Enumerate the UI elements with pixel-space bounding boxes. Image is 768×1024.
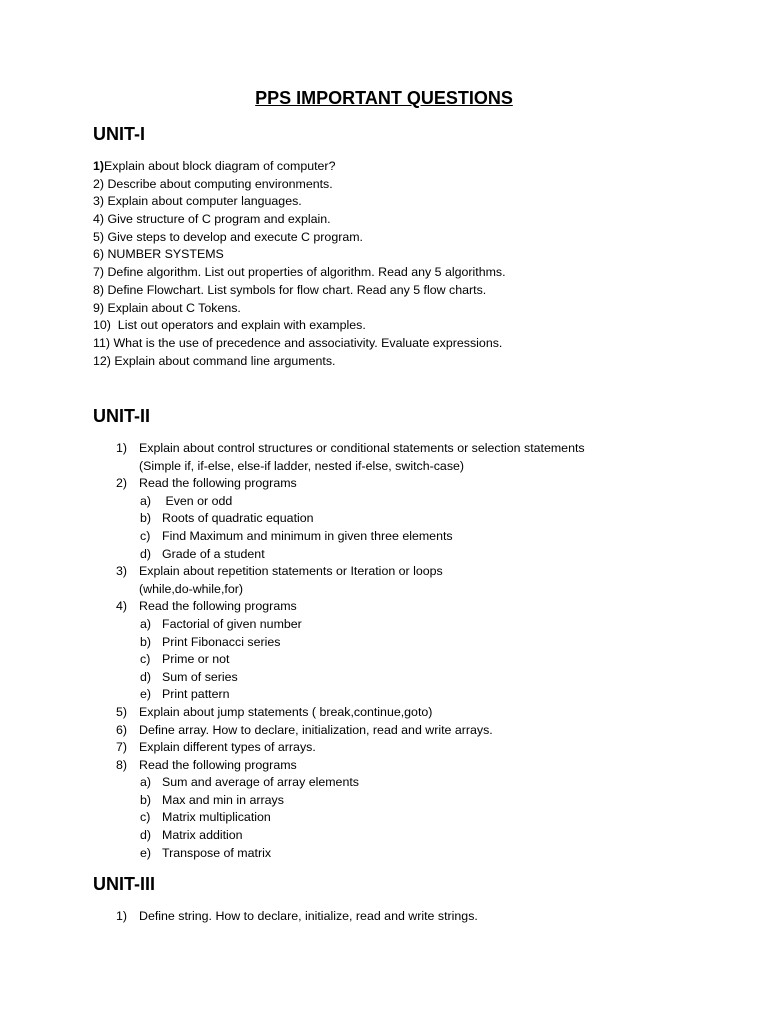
question-number: 7)	[93, 265, 105, 280]
question-text: Explain different types of arrays.	[139, 740, 316, 755]
question-number: 6)	[116, 722, 128, 737]
unit-1-question	[93, 335, 506, 353]
document-title: PPS IMPORTANT QUESTIONS	[255, 88, 513, 108]
question-number: 5)	[116, 704, 128, 719]
question-number: 1)	[93, 159, 105, 173]
sub-question-text: Grade of a student	[162, 546, 265, 561]
question-number: 7)	[116, 740, 128, 755]
question-text: What is the use of precedence and associativity. Evaluate expressions.	[110, 335, 503, 350]
question-text: Read the following programs	[139, 476, 297, 491]
unit-1-question-list	[93, 158, 506, 370]
question-number: 6)	[93, 247, 105, 262]
unit-1-question	[93, 229, 506, 247]
sub-question-letter: c)	[140, 810, 151, 825]
question-text: (Simple if, if-else, else-if ladder, nested if-else, switch-case)	[139, 458, 465, 473]
sub-question-letter: d)	[140, 828, 152, 843]
question-text: Give structure of C program and explain.	[104, 212, 331, 227]
question-number: 3)	[93, 194, 105, 209]
sub-question-text: Prime or not	[162, 652, 230, 667]
sub-question-letter: c)	[140, 652, 151, 667]
question-number: 10)	[93, 318, 111, 333]
unit-1-question	[93, 353, 506, 371]
sub-question-letter: e)	[140, 845, 152, 860]
sub-question-letter: b)	[140, 792, 152, 807]
sub-question-letter: a)	[140, 616, 152, 631]
sub-question-text: Print Fibonacci series	[162, 634, 281, 649]
question-number: 4)	[93, 212, 105, 227]
sub-question-text: Transpose of matrix	[162, 845, 272, 860]
question-number: 2)	[116, 476, 128, 491]
question-text: Explain about computer languages.	[104, 194, 302, 209]
sub-question-text: Max and min in arrays	[162, 792, 284, 807]
sub-question-letter: b)	[140, 634, 152, 649]
question-text: (while,do-while,for)	[139, 581, 243, 596]
unit-3-heading: UNIT-III	[93, 874, 155, 894]
question-text: NUMBER SYSTEMS	[104, 247, 224, 262]
unit-1-question	[93, 317, 506, 335]
question-text: Give steps to develop and execute C program.	[104, 229, 364, 244]
question-text: Describe about computing environments.	[104, 176, 333, 191]
unit-1-question	[93, 158, 506, 176]
question-number: 12)	[93, 353, 111, 368]
question-number: 1)	[116, 441, 128, 455]
question-text: Read the following programs	[139, 599, 297, 614]
sub-question-letter: b)	[140, 511, 152, 526]
question-number: 9)	[93, 300, 105, 315]
unit-1-question	[93, 282, 506, 300]
question-text: Read the following programs	[139, 757, 297, 772]
question-text: Define algorithm. List out properties of algorithm. Read any 5 algorithms.	[104, 265, 506, 280]
question-text: Define string. How to declare, initialize, read and write strings.	[139, 909, 478, 923]
sub-question-text: Matrix multiplication	[162, 810, 271, 825]
sub-question-text: Roots of quadratic equation	[162, 511, 314, 526]
unit-1-question	[93, 264, 506, 282]
sub-question-letter: a)	[140, 775, 152, 790]
question-number: 5)	[93, 229, 105, 244]
unit-1-question	[93, 246, 506, 264]
question-text: Explain about command line arguments.	[110, 353, 336, 368]
question-text: Explain about control structures or conditional statements or selection statements	[139, 441, 585, 455]
sub-question-text: Find Maximum and minimum in given three elements	[162, 528, 453, 543]
sub-question-text: Matrix addition	[162, 828, 243, 843]
question-number: 11)	[93, 335, 110, 350]
sub-question-text: Print pattern	[162, 687, 230, 702]
question-number: 4)	[116, 599, 128, 614]
sub-question-letter: c)	[140, 528, 151, 543]
question-text: List out operators and explain with examples.	[110, 318, 366, 333]
unit-1-heading: UNIT-I	[93, 124, 145, 144]
question-text: Define Flowchart. List symbols for flow chart. Read any 5 flow charts.	[104, 282, 487, 297]
question-text: Define array. How to declare, initialization, read and write arrays.	[139, 722, 493, 737]
question-number: 1)	[116, 909, 128, 923]
sub-question-letter: e)	[140, 687, 152, 702]
question-number: 2)	[93, 176, 105, 191]
sub-question-letter: d)	[140, 669, 152, 684]
question-number: 3)	[116, 564, 128, 579]
sub-question-text: Factorial of given number	[162, 616, 302, 631]
sub-question-text: Even or odd	[162, 493, 233, 508]
unit-1-question	[93, 300, 506, 318]
question-number: 8)	[93, 282, 105, 297]
question-text: Explain about repetition statements or Iteration or loops	[139, 564, 443, 579]
unit-1-question	[93, 193, 506, 211]
question-number: 8)	[116, 757, 128, 772]
unit-1-question	[93, 211, 506, 229]
question-text: Explain about block diagram of computer?	[104, 159, 336, 173]
question-text: Explain about C Tokens.	[104, 300, 241, 315]
sub-question-text: Sum and average of array elements	[162, 775, 359, 790]
unit-2-heading: UNIT-II	[93, 406, 150, 426]
sub-question-letter: d)	[140, 546, 152, 561]
unit-1-question	[93, 176, 506, 194]
sub-question-text: Sum of series	[162, 669, 238, 684]
question-text: Explain about jump statements ( break,continue,goto)	[139, 704, 433, 719]
sub-question-letter: a)	[140, 493, 152, 508]
